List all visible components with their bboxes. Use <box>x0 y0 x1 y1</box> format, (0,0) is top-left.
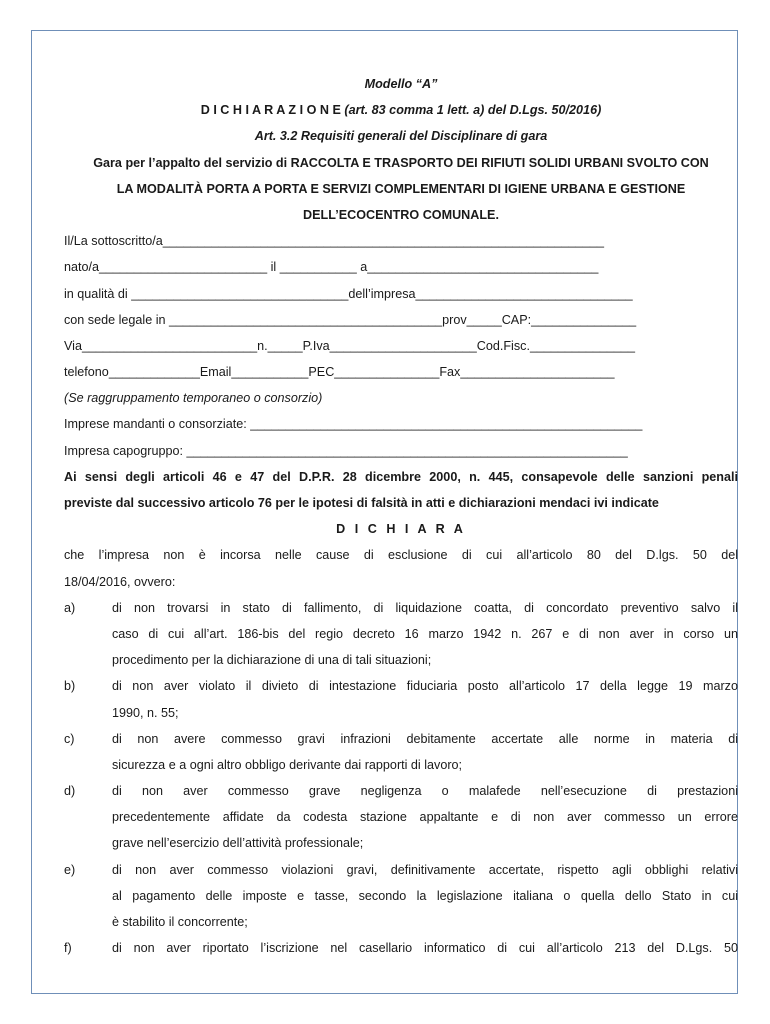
declaration-line-2: previste dal successivo articolo 76 per le ipotesi di falsità in atti e dichiarazioni mendaci ivi indicate <box>64 496 659 510</box>
item-text: grave nell’esercizio dell’attività professionale; <box>112 836 364 851</box>
item-letter: e) <box>64 862 76 877</box>
declares-title: D I C H I A R A <box>336 522 466 537</box>
intro-line-1: che l’impresa non è incorsa nelle cause di esclusione di cui all’articolo 80 del D.lgs. 50 del <box>64 548 738 563</box>
item-letter: a) <box>64 600 76 615</box>
item-text: di non avere commesso gravi infrazioni debitamente accertate alle norme in materia di <box>112 731 738 746</box>
field-address: Via_________________________n._____P.Iva_____________________Cod.Fisc._______________ <box>64 338 636 353</box>
item-text: di non aver riportato l’iscrizione nel casellario informatico di cui all’articolo 213 del D.Lgs. 50 <box>112 941 738 956</box>
item-text: procedimento per la dichiarazione di una di tali situazioni; <box>112 653 432 668</box>
intro-line-2: 18/04/2016, ovvero: <box>64 574 176 589</box>
tender-title-line-2: LA MODALITÀ PORTA A PORTA E SERVIZI COMPLEMENTARI DI IGIENE URBANA E GESTIONE <box>116 181 686 196</box>
list-item-b <box>64 673 738 725</box>
document-content <box>64 71 738 961</box>
field-contacts: telefono_____________Email___________PEC_______________Fax______________________ <box>64 365 615 380</box>
article-reference: Art. 3.2 Requisiti generali del Disciplinare di gara <box>254 129 548 144</box>
list-item-f <box>64 935 738 961</box>
declaration-reference: (art. 83 comma 1 lett. a) del D.Lgs. 50/2016) <box>340 103 602 118</box>
item-text: caso di cui all’art. 186-bis del regio decreto 16 marzo 1942 n. 267 e di non aver in corso un <box>112 626 738 641</box>
item-text: di non aver violato il divieto di intestazione fiduciaria posto all’articolo 17 della legge 19 marzo <box>112 679 738 694</box>
item-text: al pagamento delle imposte e tasse, secondo la legislazione italiana o quella dello Stato in cui <box>112 888 738 903</box>
declaration-word: D I C H I A R A Z I O N E <box>200 103 341 118</box>
rti-note: (Se raggruppamento temporaneo o consorzio) <box>64 391 323 406</box>
declaration-line-1: Ai sensi degli articoli 46 e 47 del D.P.R. 28 dicembre 2000, n. 445, consapevole delle sanzioni penali <box>64 469 738 484</box>
item-text: di non aver commesso violazioni gravi, definitivamente accertate, rispetto agli obblighi relativi <box>112 862 738 877</box>
field-legal-seat: con sede legale in _______________________________________prov_____CAP:_______________ <box>64 312 637 327</box>
item-text: è stabilito il concorrente; <box>112 915 248 929</box>
tender-title-line-1: Gara per l’appalto del servizio di RACCOLTA E TRASPORTO DEI RIFIUTI SOLIDI URBANI SVOLTO CON <box>93 155 709 170</box>
list-item-a <box>64 595 738 674</box>
field-undersigned: Il/La sottoscritto/a_______________________________________________________________ <box>64 234 604 249</box>
item-text: di non aver commesso grave negligenza o malafede nell’esecuzione di prestazioni <box>112 784 738 799</box>
tender-title-line-3: DELL’ECOCENTRO COMUNALE. <box>303 207 499 222</box>
list-item-e <box>64 857 738 936</box>
document-page <box>31 30 738 994</box>
list-item-c <box>64 726 738 778</box>
item-text: 1990, n. 55; <box>112 705 179 720</box>
item-text: precedentemente affidate da codesta stazione appaltante e di non aver commesso un errore <box>112 810 738 825</box>
item-text: di non trovarsi in stato di fallimento, di liquidazione coatta, di concordato preventivo salvo il <box>112 600 738 615</box>
declaration-heading <box>64 97 738 123</box>
item-letter: c) <box>64 731 75 746</box>
list-item-d <box>64 778 738 857</box>
field-mandanti: Imprese mandanti o consorziate: ________________________________________________________ <box>64 417 643 432</box>
item-letter: b) <box>64 679 76 694</box>
field-capogruppo: Impresa capogruppo: _______________________________________________________________ <box>64 443 628 458</box>
item-letter: d) <box>64 784 76 799</box>
item-text: sicurezza e a ogni altro obbligo derivante dai rapporti di lavoro; <box>112 757 463 772</box>
field-role: in qualità di _______________________________dell’impresa_______________________________ <box>64 286 633 301</box>
model-title: Modello “A” <box>364 77 438 91</box>
field-birth: nato/a________________________ il ___________ a_________________________________ <box>64 260 599 275</box>
item-letter: f) <box>64 941 72 956</box>
